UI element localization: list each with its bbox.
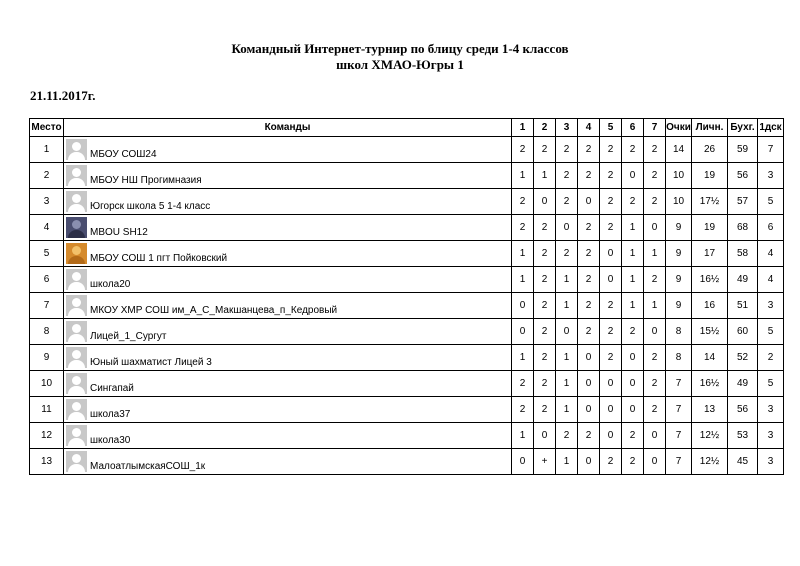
team-cell <box>64 423 512 449</box>
round-7-cell: 1 <box>644 241 666 267</box>
round-3-cell: 1 <box>556 371 578 397</box>
round-3-cell: 2 <box>556 241 578 267</box>
board1-cell: 6 <box>758 215 784 241</box>
round-6-cell: 2 <box>622 189 644 215</box>
team-avatar-icon <box>66 347 87 368</box>
header-personal: Личн. <box>692 119 728 137</box>
header-round-2: 2 <box>534 119 556 137</box>
place-cell: 5 <box>30 241 64 267</box>
round-6-cell: 1 <box>622 267 644 293</box>
header-teams: Команды <box>64 119 512 137</box>
board1-cell: 4 <box>758 241 784 267</box>
round-7-cell: 1 <box>644 293 666 319</box>
buchholz-cell: 49 <box>728 371 758 397</box>
buchholz-cell: 57 <box>728 189 758 215</box>
round-6-cell: 1 <box>622 293 644 319</box>
personal-cell: 12½ <box>692 449 728 475</box>
round-2-cell: 0 <box>534 189 556 215</box>
table-row <box>30 397 784 423</box>
team-name: МКОУ ХМР СОШ им_А_С_Макшанцева_п_Кедровый <box>90 305 338 316</box>
board1-cell: 3 <box>758 163 784 189</box>
round-1-cell: 2 <box>512 215 534 241</box>
round-3-cell: 0 <box>556 215 578 241</box>
round-5-cell: 0 <box>600 397 622 423</box>
round-5-cell: 2 <box>600 189 622 215</box>
round-6-cell: 2 <box>622 319 644 345</box>
round-4-cell: 2 <box>578 215 600 241</box>
buchholz-cell: 68 <box>728 215 758 241</box>
round-1-cell: 1 <box>512 163 534 189</box>
round-3-cell: 1 <box>556 345 578 371</box>
team-name: МБОУ СОШ24 <box>90 149 157 160</box>
round-5-cell: 2 <box>600 319 622 345</box>
page-subtitle: школ ХМАО-Югры 1 <box>336 57 464 72</box>
points-cell: 14 <box>666 137 692 163</box>
team-name: школа20 <box>90 279 131 290</box>
round-6-cell: 1 <box>622 241 644 267</box>
round-2-cell: 2 <box>534 267 556 293</box>
place-cell: 10 <box>30 371 64 397</box>
personal-cell: 16½ <box>692 371 728 397</box>
round-7-cell: 0 <box>644 215 666 241</box>
round-7-cell: 2 <box>644 137 666 163</box>
personal-cell: 17½ <box>692 189 728 215</box>
personal-cell: 19 <box>692 215 728 241</box>
points-cell: 9 <box>666 267 692 293</box>
round-3-cell: 2 <box>556 189 578 215</box>
team-avatar-icon <box>66 269 87 290</box>
team-cell <box>64 163 512 189</box>
round-7-cell: 0 <box>644 319 666 345</box>
team-name: MBOU SH12 <box>90 227 148 238</box>
round-5-cell: 2 <box>600 137 622 163</box>
round-5-cell: 2 <box>600 215 622 241</box>
personal-cell: 13 <box>692 397 728 423</box>
round-5-cell: 2 <box>600 449 622 475</box>
team-name: школа37 <box>90 409 131 420</box>
round-3-cell: 1 <box>556 397 578 423</box>
team-name: школа30 <box>90 435 131 446</box>
round-4-cell: 2 <box>578 423 600 449</box>
round-4-cell: 2 <box>578 293 600 319</box>
team-avatar-icon <box>66 139 87 160</box>
team-name: Югорск школа 5 1-4 класс <box>90 201 211 212</box>
board1-cell: 5 <box>758 189 784 215</box>
round-5-cell: 2 <box>600 293 622 319</box>
round-6-cell: 0 <box>622 345 644 371</box>
round-2-cell: 2 <box>534 319 556 345</box>
table-row <box>30 371 784 397</box>
round-1-cell: 1 <box>512 267 534 293</box>
place-cell: 12 <box>30 423 64 449</box>
round-1-cell: 0 <box>512 293 534 319</box>
round-5-cell: 2 <box>600 345 622 371</box>
round-6-cell: 1 <box>622 215 644 241</box>
round-2-cell: 0 <box>534 423 556 449</box>
table-row <box>30 267 784 293</box>
board1-cell: 3 <box>758 423 784 449</box>
standings-table <box>29 118 784 475</box>
personal-cell: 16 <box>692 293 728 319</box>
place-cell: 4 <box>30 215 64 241</box>
round-2-cell: + <box>534 449 556 475</box>
buchholz-cell: 59 <box>728 137 758 163</box>
header-row <box>30 119 784 137</box>
round-3-cell: 1 <box>556 449 578 475</box>
round-2-cell: 2 <box>534 293 556 319</box>
place-cell: 6 <box>30 267 64 293</box>
round-3-cell: 2 <box>556 423 578 449</box>
round-2-cell: 2 <box>534 345 556 371</box>
team-cell <box>64 371 512 397</box>
round-7-cell: 2 <box>644 163 666 189</box>
points-cell: 8 <box>666 345 692 371</box>
buchholz-cell: 52 <box>728 345 758 371</box>
round-1-cell: 2 <box>512 189 534 215</box>
round-6-cell: 2 <box>622 423 644 449</box>
place-cell: 11 <box>30 397 64 423</box>
team-cell <box>64 345 512 371</box>
round-3-cell: 1 <box>556 293 578 319</box>
personal-cell: 19 <box>692 163 728 189</box>
buchholz-cell: 56 <box>728 397 758 423</box>
team-cell <box>64 137 512 163</box>
team-cell <box>64 189 512 215</box>
table-row <box>30 163 784 189</box>
round-6-cell: 2 <box>622 449 644 475</box>
round-4-cell: 2 <box>578 267 600 293</box>
round-4-cell: 2 <box>578 163 600 189</box>
team-name: Юный шахматист Лицей 3 <box>90 357 212 368</box>
team-avatar-icon <box>66 295 87 316</box>
place-cell: 7 <box>30 293 64 319</box>
points-cell: 9 <box>666 241 692 267</box>
header-place: Место <box>30 119 64 137</box>
board1-cell: 4 <box>758 267 784 293</box>
round-3-cell: 1 <box>556 267 578 293</box>
table-row <box>30 293 784 319</box>
team-avatar-icon <box>66 399 87 420</box>
round-2-cell: 2 <box>534 371 556 397</box>
team-cell <box>64 267 512 293</box>
personal-cell: 16½ <box>692 267 728 293</box>
place-cell: 8 <box>30 319 64 345</box>
points-cell: 8 <box>666 319 692 345</box>
round-5-cell: 0 <box>600 423 622 449</box>
table-row <box>30 189 784 215</box>
round-7-cell: 2 <box>644 371 666 397</box>
header-round-1: 1 <box>512 119 534 137</box>
round-5-cell: 0 <box>600 267 622 293</box>
points-cell: 10 <box>666 189 692 215</box>
place-cell: 9 <box>30 345 64 371</box>
points-cell: 7 <box>666 423 692 449</box>
page-title: Командный Интернет-турнир по блицу среди 1-4 классов <box>231 41 569 56</box>
points-cell: 7 <box>666 449 692 475</box>
round-3-cell: 2 <box>556 137 578 163</box>
round-3-cell: 0 <box>556 319 578 345</box>
place-cell: 1 <box>30 137 64 163</box>
round-4-cell: 0 <box>578 371 600 397</box>
personal-cell: 15½ <box>692 319 728 345</box>
round-6-cell: 2 <box>622 137 644 163</box>
board1-cell: 5 <box>758 319 784 345</box>
points-cell: 10 <box>666 163 692 189</box>
round-1-cell: 0 <box>512 449 534 475</box>
round-4-cell: 2 <box>578 319 600 345</box>
board1-cell: 3 <box>758 397 784 423</box>
round-2-cell: 2 <box>534 137 556 163</box>
personal-cell: 17 <box>692 241 728 267</box>
round-5-cell: 2 <box>600 163 622 189</box>
header-buchholz: Бухг. <box>728 119 758 137</box>
team-cell <box>64 397 512 423</box>
points-cell: 9 <box>666 293 692 319</box>
team-name: МБОУ СОШ 1 пгт Пойковский <box>90 253 228 264</box>
board1-cell: 3 <box>758 449 784 475</box>
place-cell: 2 <box>30 163 64 189</box>
team-avatar-icon <box>66 217 87 238</box>
board1-cell: 5 <box>758 371 784 397</box>
team-avatar-icon <box>66 373 87 394</box>
round-1-cell: 1 <box>512 423 534 449</box>
table-row <box>30 449 784 475</box>
team-name: МБОУ НШ Прогимназия <box>90 175 202 186</box>
place-cell: 3 <box>30 189 64 215</box>
buchholz-cell: 53 <box>728 423 758 449</box>
buchholz-cell: 49 <box>728 267 758 293</box>
round-2-cell: 2 <box>534 397 556 423</box>
team-avatar-icon <box>66 165 87 186</box>
header-round-4: 4 <box>578 119 600 137</box>
buchholz-cell: 56 <box>728 163 758 189</box>
round-6-cell: 0 <box>622 397 644 423</box>
round-7-cell: 2 <box>644 267 666 293</box>
team-avatar-icon <box>66 451 87 472</box>
team-name: Лицей_1_Сургут <box>90 331 167 342</box>
header-round-3: 3 <box>556 119 578 137</box>
round-5-cell: 0 <box>600 371 622 397</box>
team-cell <box>64 293 512 319</box>
round-1-cell: 1 <box>512 345 534 371</box>
round-2-cell: 2 <box>534 241 556 267</box>
tournament-date: 21.11.2017г. <box>30 88 96 103</box>
table-row <box>30 345 784 371</box>
team-name: МалоатлымскаяСОШ_1к <box>90 461 206 472</box>
round-1-cell: 2 <box>512 397 534 423</box>
round-6-cell: 0 <box>622 371 644 397</box>
points-cell: 7 <box>666 397 692 423</box>
round-4-cell: 0 <box>578 189 600 215</box>
round-5-cell: 0 <box>600 241 622 267</box>
round-7-cell: 0 <box>644 423 666 449</box>
round-3-cell: 2 <box>556 163 578 189</box>
table-row <box>30 423 784 449</box>
table-row <box>30 137 784 163</box>
team-avatar-icon <box>66 243 87 264</box>
place-cell: 13 <box>30 449 64 475</box>
personal-cell: 26 <box>692 137 728 163</box>
table-row <box>30 215 784 241</box>
team-cell <box>64 319 512 345</box>
round-4-cell: 0 <box>578 345 600 371</box>
points-cell: 7 <box>666 371 692 397</box>
team-cell <box>64 215 512 241</box>
team-cell <box>64 241 512 267</box>
header-points: Очки <box>666 119 692 137</box>
buchholz-cell: 51 <box>728 293 758 319</box>
round-1-cell: 2 <box>512 371 534 397</box>
buchholz-cell: 60 <box>728 319 758 345</box>
buchholz-cell: 58 <box>728 241 758 267</box>
board1-cell: 7 <box>758 137 784 163</box>
round-1-cell: 0 <box>512 319 534 345</box>
points-cell: 9 <box>666 215 692 241</box>
board1-cell: 2 <box>758 345 784 371</box>
round-4-cell: 0 <box>578 449 600 475</box>
team-avatar-icon <box>66 191 87 212</box>
header-round-7: 7 <box>644 119 666 137</box>
team-avatar-icon <box>66 425 87 446</box>
round-4-cell: 2 <box>578 137 600 163</box>
round-7-cell: 2 <box>644 189 666 215</box>
header-board1: 1дск <box>758 119 784 137</box>
board1-cell: 3 <box>758 293 784 319</box>
round-7-cell: 0 <box>644 449 666 475</box>
table-row <box>30 241 784 267</box>
round-1-cell: 1 <box>512 241 534 267</box>
team-cell <box>64 449 512 475</box>
team-avatar-icon <box>66 321 87 342</box>
round-2-cell: 1 <box>534 163 556 189</box>
header-round-6: 6 <box>622 119 644 137</box>
header-round-5: 5 <box>600 119 622 137</box>
personal-cell: 12½ <box>692 423 728 449</box>
table-row <box>30 319 784 345</box>
round-7-cell: 2 <box>644 397 666 423</box>
personal-cell: 14 <box>692 345 728 371</box>
round-4-cell: 0 <box>578 397 600 423</box>
team-name: Сингапай <box>90 383 134 394</box>
buchholz-cell: 45 <box>728 449 758 475</box>
round-7-cell: 2 <box>644 345 666 371</box>
round-2-cell: 2 <box>534 215 556 241</box>
round-4-cell: 2 <box>578 241 600 267</box>
round-1-cell: 2 <box>512 137 534 163</box>
round-6-cell: 0 <box>622 163 644 189</box>
